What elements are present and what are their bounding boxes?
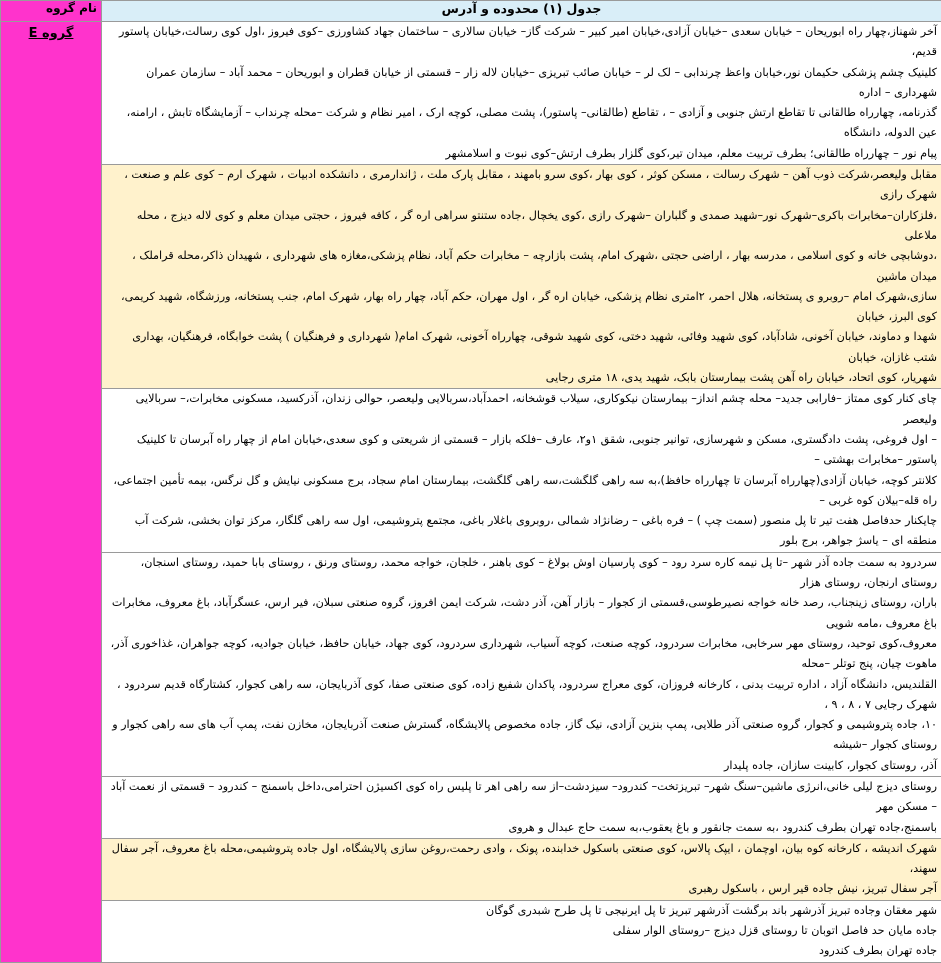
address-line: شهدا و دماوند، خیابان آخونی، شادآباد، کوی شهید وفائی، شهید دختی، کوی شهید شوقی، چهارراه آخونی، شهرک امام( شهرداری و فرهنگیان ) پشت خوابگاه، فرهنگیان، بهداری شتب غازان، خیابان xyxy=(106,327,937,368)
address-line: کلانتر کوچه، خیابان آزادی(چهارراه آبرسان تا چهارراه حافظ)،به سه راهی گلگشت،سه راهی گلگشت، بیمارستان امام سجاد، برج مسکونی نیایش و گل نرگس، بیمه تأمین اجتماعی، راه قله–بیلان کوه غربی – xyxy=(106,471,937,512)
address-cell xyxy=(102,900,941,962)
table-row xyxy=(1,900,941,962)
address-cell xyxy=(102,552,941,776)
address-line: سردرود به سمت جاده آذر شهر –تا پل نیمه کاره سرد رود – کوی پارسیان اوش بولاغ – کوی باهنر ، خلجان، خواجه محمد، روستای ورنق ، روستای بابا حمید، روستای اسنجان، روستای ارنجان، روستای هزار xyxy=(106,553,937,594)
group-label: گروه E xyxy=(29,26,74,41)
address-line: چای کنار کوی ممتاز –فارابی جدید– محله چشم انداز– بیمارستان نیکوکاری، سیلاب قوشخانه، احمدآباد،سربالایی ولیعصر، حوالی زندان، آذرکسید، مسکونی مخابرات،– سربالایی ولیعصر xyxy=(106,389,937,430)
address-line: کلینیک چشم پزشکی حکیمان نور،خیابان واعظ چرندابی – لک لر – خیابان صائب تبریزی –خیابان لاله زار – قسمتی از خیابان قطران و ابوریحان – محمد آباد – سازمان عمران شهرداری – اداره xyxy=(106,63,937,104)
table-row xyxy=(1,22,941,165)
address-line: پیام نور – چهارراه طالقانی؛ بطرف تربیت معلم، میدان تیر،کوی گلزار بطرف ارتش–کوی نبوت و اسلامشهر xyxy=(106,144,937,164)
address-cell xyxy=(102,838,941,900)
table-row xyxy=(1,552,941,776)
address-line: باران، روستای زینجناب، رصد خانه خواجه نصیرطوسی،قسمتی از کجوار – بازار آهن، آذر دشت، شرکت ایمن افروز، گروه صنعتی سبلان، فیر ارس، عسگرآباد، باغ معروف، مخابرات باغ معروف ،مامه شویی xyxy=(106,593,937,634)
table-row xyxy=(1,165,941,389)
address-cell xyxy=(102,389,941,552)
table-row xyxy=(1,389,941,552)
address-line: روستای دیزج لیلی خانی،انرژی ماشین–سنگ شهر– تبریزتخت– کندرود– سیزدشت–از سه راهی اهر تا پلیس راه کوی اکسیژن احترامی،داخل باسمنج – کندرود – قسمتی از نعمت آباد – مسکن مهر xyxy=(106,777,937,818)
table-title: جدول (۱) محدوده و آدرس xyxy=(102,1,941,22)
address-line: سازی،شهرک امام –روبرو ی پستخانه، هلال احمر، ۲امتری نظام پزشکی، خیابان اره گر ، اول مهران، حکم آباد، چهار راه بهار، شهرک امام، جنب پستخانه، ورزشگاه، شهید کریمی، کوی البرز، خیابان xyxy=(106,287,937,328)
address-line: جاده مایان حد فاصل اتوبان تا روستای قزل دیزج –روستای الوار سفلی xyxy=(106,921,937,941)
address-line: آجر سفال تبریز، نیش جاده قیر ارس ، باسکول رهبری xyxy=(106,879,937,899)
group-cell xyxy=(1,22,102,963)
address-cell xyxy=(102,165,941,389)
address-line: مقابل ولیعصر،شرکت ذوب آهن – شهرک رسالت ، مسکن کوثر ، کوی بهار ،کوی سرو بامهند ، مقابل پارک ملت ، ژاندارمری ، دانشکده ادبیات ، شهرک ارم – کوی علم و صنعت ، شهرک رازی xyxy=(106,165,937,206)
table-row xyxy=(1,776,941,838)
address-line: آذر، روستای کجوار، کابینت سازان، جاده پلیدار xyxy=(106,756,937,776)
address-line: ۱۰، جاده پتروشیمی و کجوار، گروه صنعتی آذر طلایی، پمپ بنزین آزادی، نیک گاز، جاده مخصوص پالایشگاه، گسترش صنعت آذربایجان، مخازن نفت، پمپ آب های سه راهی کجوار و روستای کجوار –شیشه xyxy=(106,715,937,756)
address-line: چایکنار حدفاصل هفت تیر تا پل منصور (سمت چپ ) – فره باغی – رضانژاد شمالی ،روبروی باغلار باغی، مجتمع پتروشیمی، اول سه راهی گلگار، مرکز توان بخشی، شرکت آب منطقه ای – یاسژ جواهر، برج بلور xyxy=(106,511,937,552)
address-cell xyxy=(102,776,941,838)
address-line: ،دوشابچی خانه و کوی اسلامی ، مدرسه بهار ، اراضی حجتی ،شهرک امام، پشت بازارچه – مخابرات حکم آباد، نظام پزشکی،مغازه های شهرداری ، شهیدان ذاکر،محله قراملک ، میدان ماشین xyxy=(106,246,937,287)
table-row xyxy=(1,838,941,900)
address-line: – اول فروغی، پشت دادگستری، مسکن و شهرسازی، توانیر جنوبی، شقق ۱و۲، عارف –فلکه بازار – قسمتی از شریعتی و کوی سعدی،خیابان امام از چهار راه آبرسان تا کلینیک پاستور –مخابرات بهشتی – xyxy=(106,430,937,471)
address-line: معروف،کوی توحید، روستای مهر سرخابی، مخابرات سردرود، کوچه صنعت، کوچه آسیاب، شهرداری سردرود، کوی جهاد، خیابان حافظ، خیابان جوادیه، کوچه جواهران، غذاخوری آذر، ماهوت چیان، پنج توتلر –محله xyxy=(106,634,937,675)
address-line: القلندیس، دانشگاه آزاد ، اداره تربیت بدنی ، کارخانه فروزان، کوی معراج سردرود، پاکدان شفیع زاده، کوی صنعتی صفا، کوی آذربایجان، سه راهی کجوار، کشتارگاه قدیم سردرود ، شهرک رجایی ۷ ، ۸ ، ۹ ، xyxy=(106,675,937,716)
address-line: شهرک اندیشه ، کارخانه کوه بیان، اوچمان ، ایپک پالاس، کوی صنعتی باسکول خدابنده، پونک ، وادی رحمت،روغن سازی پالایشگاه، اول جاده پتروشیمی،محله باغ معروف، آجر سفال سهند، xyxy=(106,839,937,880)
group-name-header: نام گروه xyxy=(1,1,102,22)
address-cell xyxy=(102,22,941,165)
address-line: جاده تهران بطرف کندرود xyxy=(106,941,937,961)
address-line: آخر شهناز،چهار راه ابوریحان – خیابان سعدی –خیابان آزادی،خیابان امیر کبیر – شرکت گاز– خیابان سالاری – ساختمان جهاد کشاورزی –کوی فیروز ،اول کوی رسالت،خیابان پاستور قدیم، xyxy=(106,22,937,63)
address-line: ،فلزکاران–مخابرات باکری–شهرک نور–شهید صمدی و گلباران –شهرک رازی ،کوی یخچال ،جاده ستنتو سراهی اره گر ، کافه فیروز ، حجتی میدان معلم و کوی لاله دیزج ، محله ملاعلی xyxy=(106,206,937,247)
address-line: شهریار، کوی اتحاد، خیابان راه آهن پشت بیمارستان بابک، شهید یدی، ۱۸ متری رجایی xyxy=(106,368,937,388)
address-line: گذرنامه، چهارراه طالقانی تا تقاطع ارتش جنوبی و آزادی – ، تقاطع (طالقانی– پاستور)، پشت مصلی، کوچه ارک ، امیر نظام و شرکت –محله چرنداب – آزمایشگاه تابش ، ارامنه، عین الدوله، دانشگاه xyxy=(106,103,937,144)
address-line: شهر مغقان وجاده تبریز آذرشهر باند برگشت آذرشهر تبریز تا پل ایرنیجی تا پل طرح شبدری گوگان xyxy=(106,901,937,921)
address-line: باسمنج،جاده تهران بطرف کندرود ،به سمت جانقور و باغ یعقوب،به سمت حاج عبدال و هروی xyxy=(106,818,937,838)
header-row xyxy=(1,1,941,22)
